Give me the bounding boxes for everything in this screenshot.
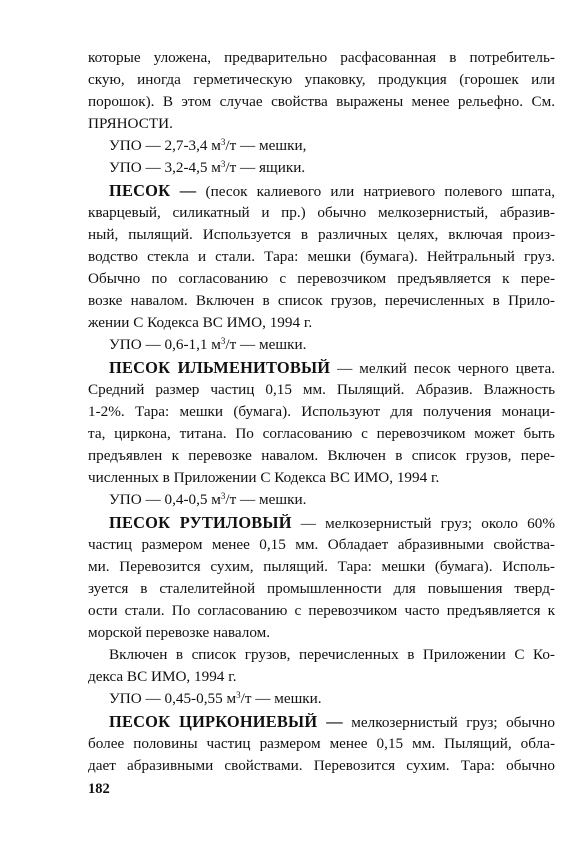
text-line-dup: [88, 757, 555, 776]
text-line: численных в Приложении С Кодекса ВС ИМО, 1994 г.: [88, 469, 440, 486]
text-line: морской перевозке навалом.: [88, 624, 271, 641]
upo-line: УПО — 0,45-0,55 $м^3/т$ — мешки.: [109, 690, 322, 707]
text-line: жении С Кодекса ВС ИМО, 1994 г.: [88, 314, 313, 331]
text-line: водство стекла и стали. Тара: мешки (бумага). Нейтральный груз.: [88, 248, 555, 265]
text-line: Включен в список грузов, перечисленных в Приложении С Ко-: [109, 646, 555, 663]
text-line: скую, иногда герметическую упаковку, продукция (горошек или: [88, 71, 555, 88]
entry-headword: ПЕСОК ЦИРКОНИЕВЫЙ —: [109, 713, 343, 731]
entry-headword: ПЕСОК ИЛЬМЕНИТОВЫЙ: [109, 359, 331, 377]
upo-line: УПО — 3,2-4,5 $м^3/т$ — ящики.: [109, 159, 306, 176]
text-line: ный, пылящий. Используется в различных целях, включая произ-: [88, 226, 555, 243]
text-line: кварцевый, силикатный и пр.) обычно мелкозернистый, абразив-: [88, 204, 555, 221]
upo-line: УПО — 2,7-3,4 $м^3/т$ — мешки,: [109, 137, 307, 154]
upo-line: УПО — 0,4-0,5 $м^3/т$ — мешки.: [109, 491, 307, 508]
text-line: дает абразивными свойствами. Перевозится сухим. Тара: обычно: [88, 757, 555, 774]
text-line: зуется в сталелитейной промышленности для повышения тверд-: [88, 580, 555, 597]
entry-first-line: [109, 514, 555, 533]
text-line: Средний размер частиц 0,15 мм. Пылящий. Абразив. Влажность: [88, 381, 555, 398]
text-line: 1-2%. Тара: мешки (бумага). Используют для получения монаци-: [88, 403, 555, 420]
text-line: ПРЯНОСТИ.: [88, 115, 173, 132]
entry-first-line: [109, 182, 555, 201]
text-line: та, циркона, титана. По согласованию с перевозчиком может быть: [88, 425, 555, 442]
text-line: порошок). В этом случае свойства выражены менее рельефно. См.: [88, 93, 555, 110]
upo-line: УПО — 0,6-1,1 $м^3/т$ — мешки.: [109, 336, 307, 353]
text-line: возке навалом. Включен в список грузов, перечисленных в Прило-: [88, 292, 555, 309]
entry-text: — мелкий песок черного цвета.: [330, 360, 555, 377]
text-line: Обычно по согласованию с перевозчиком предъявляется к пере-: [88, 270, 555, 287]
entry-first-line: [109, 359, 555, 378]
text-line: ми. Перевозится сухим, пылящий. Тара: мешки (бумага). Исполь-: [88, 558, 555, 575]
text-line: более половины частиц размером менее 0,15 мм. Пылящий, обла-: [88, 735, 555, 752]
entry-text: (песок калиевого или натриевого полевого шпата,: [196, 183, 555, 200]
text-line: которые уложена, предварительно расфасованная в потребитель-: [88, 49, 555, 66]
entry-headword: ПЕСОК —: [109, 182, 197, 200]
text-line: предъявлен к перевозке навалом. Включен в список грузов, пере-: [88, 447, 555, 464]
page-number: 182: [88, 781, 110, 797]
entry-text: — мелкозернистый груз; около 60%: [291, 515, 555, 532]
entry-first-line: [109, 713, 555, 732]
entry-text: мелкозернистый груз; обычно: [342, 714, 555, 731]
text-line: декса ВС ИМО, 1994 г.: [88, 668, 237, 685]
text-line: частиц размером менее 0,15 мм. Обладает абразивными свойства-: [88, 536, 555, 553]
text-line: ости стали. По согласованию с перевозчиком часто предъявляется к: [88, 602, 555, 619]
entry-headword: ПЕСОК РУТИЛОВЫЙ: [109, 514, 292, 532]
